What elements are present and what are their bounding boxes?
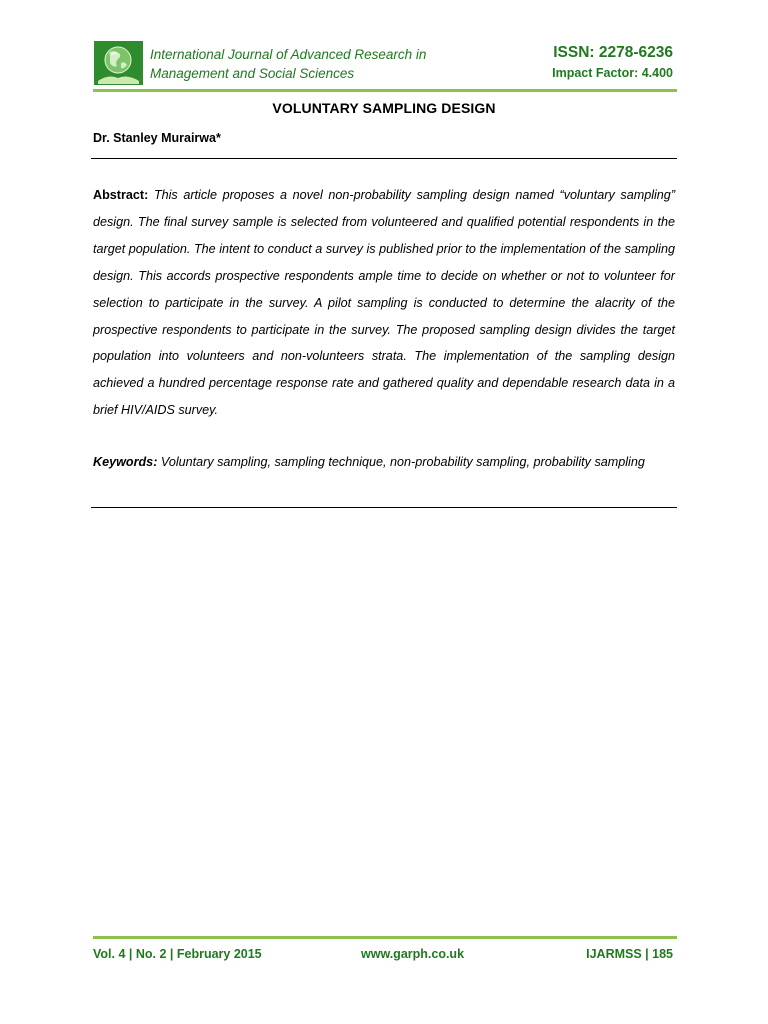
- author-name: Dr. Stanley Murairwa*: [93, 131, 221, 145]
- keywords-text: Voluntary sampling, sampling technique, non-probability sampling, probability sampling: [160, 455, 645, 469]
- paper-title: VOLUNTARY SAMPLING DESIGN: [272, 100, 496, 116]
- globe-book-logo-icon: [94, 41, 143, 85]
- journal-name-line1: International Journal of Advanced Research in: [150, 47, 427, 62]
- journal-name-line2: Management and Social Sciences: [150, 66, 355, 81]
- footer-issue-info: Vol. 4 | No. 2 | February 2015: [93, 947, 262, 961]
- abstract-bottom-rule: [91, 507, 677, 508]
- header-divider: [93, 89, 677, 92]
- issn: ISSN: 2278-6236: [553, 44, 673, 61]
- footer-website-link[interactable]: www.garph.co.uk: [361, 947, 465, 961]
- footer-page-number: IJARMSS | 185: [586, 947, 673, 961]
- abstract-top-rule: [91, 158, 677, 159]
- keywords-label: Keywords:: [93, 455, 158, 469]
- abstract: [93, 182, 675, 424]
- abstract-text: This article proposes a novel non-probability sampling design named “voluntary sampling” design. The final survey sample is selected from volunteered and qualified potential respondents in the target population. The intent to conduct a survey is published prior to the implementation of the sampling design. This accords prospective respondents ample time to decide on whether or not to volunteer for selection to participate in the survey. A pilot sampling is conducted to determine the alacrity of the prospective respondents to participate in the survey. The proposed sampling design divides the target population into volunteers and non-volunteers strata. The implementation of the sampling design achieved a hundred percentage response rate and gathered quality and dependable research data in a brief HIV/AIDS survey.: [93, 188, 676, 418]
- journal-name: [150, 45, 426, 83]
- abstract-label: Abstract:: [93, 188, 149, 202]
- footer-divider: [93, 936, 677, 939]
- keywords: [93, 449, 675, 476]
- impact-factor: Impact Factor: 4.400: [552, 66, 673, 80]
